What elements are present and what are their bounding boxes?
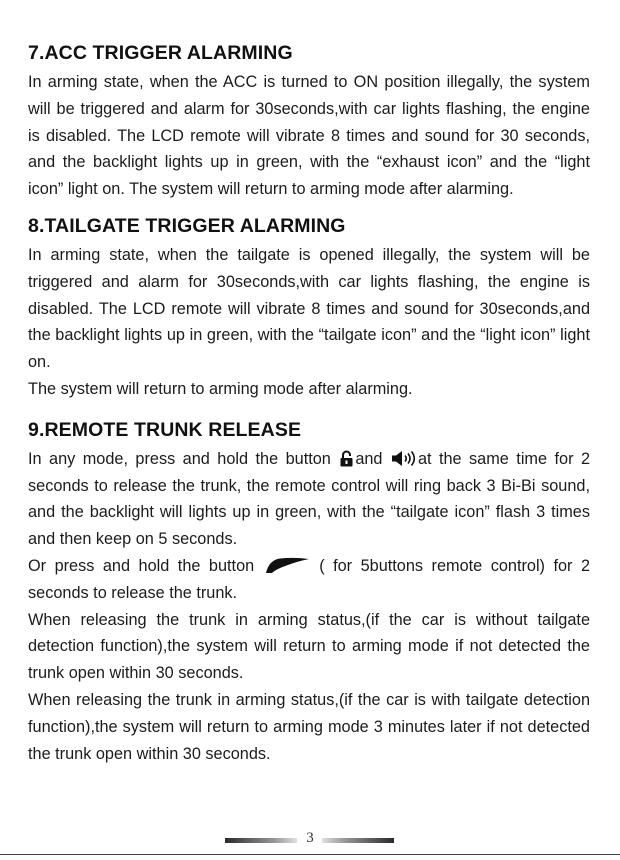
page-footer: [0, 825, 620, 855]
section-remote-trunk-release: [28, 419, 590, 768]
paragraph-text: In any mode, press and hold the button: [28, 449, 331, 468]
paragraph-text: Or press and hold the button: [28, 556, 255, 575]
section-heading: 8.TAILGATE TRIGGER ALARMING: [28, 214, 346, 237]
section-heading: 9.REMOTE TRUNK RELEASE: [28, 418, 302, 441]
section-paragraph: [28, 553, 590, 607]
paragraph-text: ( for 5buttons remote control) for 2 seconds to release the trunk.: [28, 556, 591, 602]
section-paragraph: [28, 446, 590, 553]
section-paragraph: The system will return to arming mode after alarming.: [28, 379, 413, 398]
page-number: 3: [306, 830, 314, 846]
section-tailgate-trigger: [28, 215, 590, 403]
section-heading: 7.ACC TRIGGER ALARMING: [28, 42, 293, 64]
unlock-icon: [339, 450, 354, 467]
speaker-icon: [391, 450, 417, 467]
footer-decorative-bar: [225, 838, 297, 843]
paragraph-text: and: [355, 449, 383, 468]
section-paragraph: When releasing the trunk in arming status,(if the car is with tailgate detection function),the system will return to arming mode 3 minutes later if not detected the trunk open within 30 seconds.: [28, 690, 590, 763]
section-paragraph: In arming state, when the tailgate is opened illegally, the system will be triggered and alarm for 30seconds,with car lights flashing, the engine is disabled. The LCD remote will vibrate 8 times and sound for 30seconds,and the backlight lights up in green, with the “tailgate icon” and the “light icon” light on.: [28, 245, 590, 372]
footer-decorative-bar: [322, 838, 394, 843]
section-acc-trigger: [28, 42, 590, 203]
footer-divider: [0, 854, 620, 855]
section-paragraph: When releasing the trunk in arming status,(if the car is without tailgate detection function),the system will return to arming mode if not detected the trunk open within 30 seconds.: [28, 610, 590, 683]
trunk-icon: [264, 556, 310, 574]
section-paragraph: In arming state, when the ACC is turned to ON position illegally, the system will be triggered and alarm for 30seconds,with car lights flashing, the engine is disabled. The LCD remote will vibrate 8 times and sound for 30 seconds, and the backlight lights up in green, with the “exhaust icon” and the “light icon” light on. The system will return to arming mode after alarming.: [28, 73, 590, 199]
paragraph-text: at the same time for 2 seconds to release the trunk, the remote control will ring back 3 Bi-Bi sound, and the backlight will lights up in green, with the “tailgate icon” flash 3 times and then keep on 5 seconds.: [28, 449, 590, 549]
manual-page: [28, 42, 590, 777]
